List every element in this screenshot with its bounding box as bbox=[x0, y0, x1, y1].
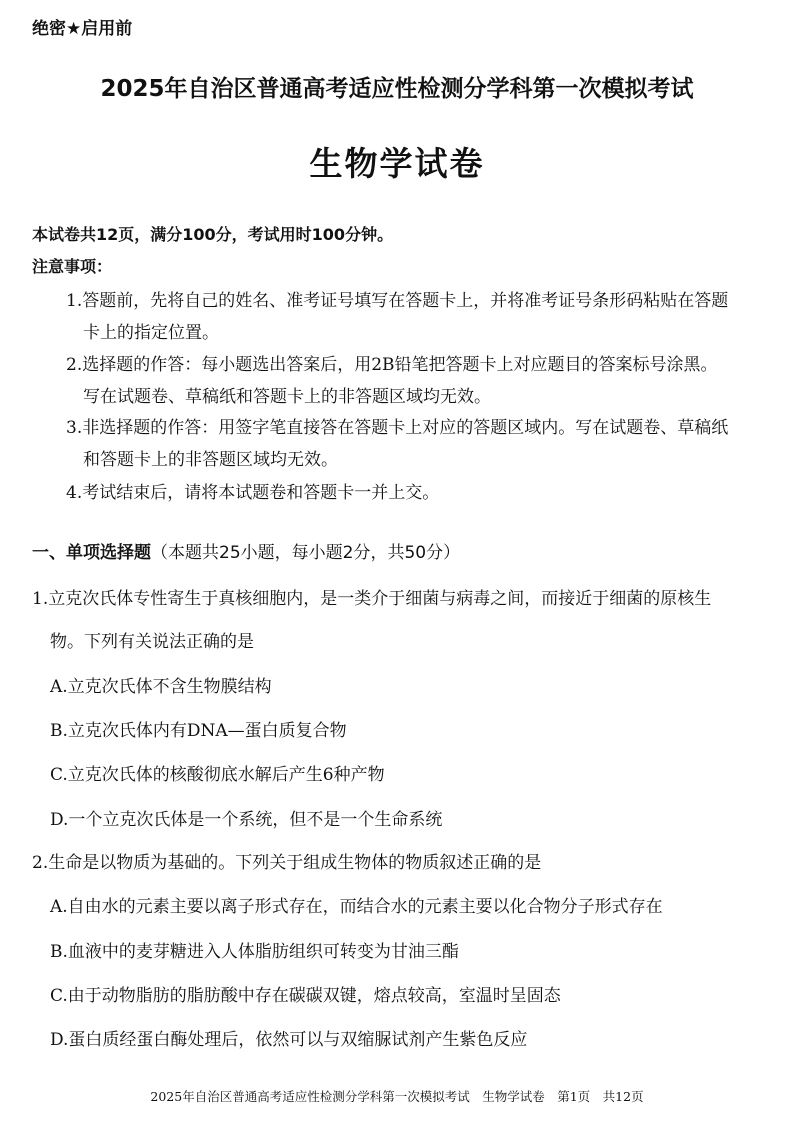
question-1-stem-cont: 物。下列有关说法正确的是 bbox=[50, 632, 254, 652]
question-2-option-b: B.血液中的麦芽糖进入人体脂肪组织可转变为甘油三酯 bbox=[50, 942, 459, 962]
question-2-option-a: A.自由水的元素主要以离子形式存在，而结合水的元素主要以化合物分子形式存在 bbox=[50, 897, 663, 917]
exam-title: 2025年自治区普通高考适应性检测分学科第一次模拟考试 bbox=[100, 76, 694, 102]
paper-title: 生物学试卷 bbox=[309, 144, 485, 183]
question-1-option-a: A.立克次氏体不含生物膜结构 bbox=[50, 677, 272, 697]
notice-item-4: 4.考试结束后，请将本试题卷和答题卡一并上交。 bbox=[66, 483, 440, 503]
exam-info: 本试卷共12页，满分100分，考试用时100分钟。 bbox=[32, 225, 394, 244]
question-1-option-d: D.一个立克次氏体是一个系统，但不是一个生命系统 bbox=[50, 810, 443, 830]
question-2-stem: 2.生命是以物质为基础的。下列关于组成生物体的物质叙述正确的是 bbox=[32, 853, 542, 873]
question-1-option-b: B.立克次氏体内有DNA—蛋白质复合物 bbox=[50, 721, 347, 741]
notice-item-1-cont: 卡上的指定位置。 bbox=[83, 323, 219, 343]
question-2-option-d: D.蛋白质经蛋白酶处理后，依然可以与双缩脲试剂产生紫色反应 bbox=[50, 1030, 528, 1050]
question-1-option-c: C.立克次氏体的核酸彻底水解后产生6种产物 bbox=[50, 765, 385, 785]
question-2-option-c: C.由于动物脂肪的脂肪酸中存在碳碳双键，熔点较高，室温时呈固态 bbox=[50, 986, 561, 1006]
notice-heading: 注意事项： bbox=[32, 257, 113, 276]
section-note: （本题共25小题，每小题2分，共50分） bbox=[151, 543, 461, 563]
notice-item-2-cont: 写在试题卷、草稿纸和答题卡上的非答题区域均无效。 bbox=[83, 387, 491, 407]
notice-item-3: 3.非选择题的作答：用签字笔直接答在答题卡上对应的答题区域内。写在试题卷、草稿纸 bbox=[66, 418, 729, 438]
page-footer: 2025年自治区普通高考适应性检测分学科第一次模拟考试 生物学试卷 第1页 共12页 bbox=[150, 1089, 644, 1104]
notice-item-2: 2.选择题的作答：每小题选出答案后，用2B铅笔把答题卡上对应题目的答案标号涂黑。 bbox=[66, 355, 718, 375]
confidential-label: 绝密★启用前 bbox=[32, 19, 133, 39]
question-1-stem: 1.立克次氏体专性寄生于真核细胞内，是一类介于细菌与病毒之间，而接近于细菌的原核生 bbox=[32, 589, 712, 609]
notice-item-3-cont: 和答题卡上的非答题区域均无效。 bbox=[83, 450, 338, 470]
notice-item-1: 1.答题前，先将自己的姓名、准考证号填写在答题卡上，并将准考证号条形码粘贴在答题 bbox=[66, 291, 729, 311]
section-heading bbox=[32, 538, 460, 563]
section-title: 一、单项选择题 bbox=[32, 543, 151, 563]
